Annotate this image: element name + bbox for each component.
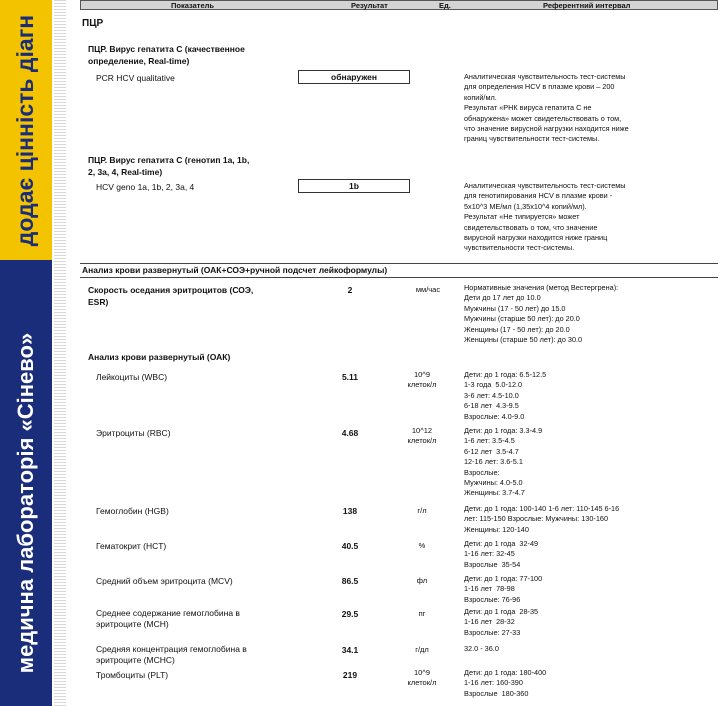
- table-row-reference: Дети: до 1 года 28-35 1-16 лет 28-32 Взрослые: 27-33: [464, 607, 539, 637]
- pcr-test1-title-line2: определение, Real-time): [88, 56, 190, 66]
- table-header: [80, 0, 718, 10]
- table-row-value: 29.5: [341, 609, 359, 619]
- table-row-name: Гематокрит (HCT): [96, 541, 167, 551]
- table-row-value: 138: [342, 506, 358, 516]
- table-row-unit: %: [418, 541, 426, 550]
- table-row-reference: Дети: до 1 года 32-49 1-16 лет: 32-45 Взрослые 35-54: [464, 539, 539, 569]
- table-row-reference: Дети: до 1 года: 77-100 1-16 лет 78-98 Взрослые: 76-96: [464, 574, 543, 604]
- brand-sidebar: [0, 0, 52, 706]
- section-divider: [80, 277, 718, 278]
- table-row-name: Гемоглобин (HGB): [96, 506, 169, 516]
- table-row-name: Средняя концентрация гемоглобина в эритроците (MCHC): [96, 644, 247, 665]
- table-row-value: 86.5: [341, 576, 359, 586]
- esr-value: 2: [347, 285, 353, 295]
- pcr-test1-reference: Аналитическая чувствительность тест-системы для определения HCV в плазме крови – 200 копий/мл. Результат «РНК вируса гепатита С не обнаружена» может свидетельствовать о том, что значение вирусной нагрузки находится ниже границ чувствительности тест-системы.: [464, 72, 629, 144]
- brand-slogan: додає цінність діагн: [12, 14, 39, 246]
- table-row-value: 4.68: [341, 428, 359, 438]
- pcr-test2-title-line2: 2, 3а, 4, Real-time): [88, 167, 163, 177]
- lab-report: [80, 0, 718, 706]
- table-row-unit: пг: [418, 609, 426, 618]
- table-row-value: 34.1: [341, 645, 359, 655]
- table-row-name: Тромбоциты (PLT): [96, 670, 169, 680]
- table-row-unit: г/дл: [415, 645, 429, 654]
- brand-name: медична лабораторія «Сінево»: [13, 332, 39, 674]
- table-row-name: Лейкоциты (WBC): [96, 372, 168, 382]
- esr-reference: Нормативные значения (метод Вестергрена): Дети до 17 лет до 10.0 Мужчины (17 - 50 лет) до 15.0 Мужчины (старше 50 лет): до 20.0 Женщины (17 - 50 лет): до 20.0 Женщины (старше 50 лет): до 30.0: [464, 283, 619, 345]
- pcr-test1-item: PCR HCV qualitative: [96, 73, 175, 83]
- section-divider: [80, 263, 718, 264]
- esr-title-line1: Скорость оседания эритроцитов (СОЭ,: [88, 285, 254, 295]
- pcr-test1-title-line1: ПЦР. Вирус гепатита С (качественное: [88, 44, 245, 54]
- table-row-value: 40.5: [341, 541, 359, 551]
- table-row-unit: фл: [416, 576, 428, 585]
- table-row-name: Среднее содержание гемоглобина в эритроците (MCH): [96, 608, 240, 629]
- pcr-section-title: ПЦР: [82, 18, 104, 29]
- esr-title-line2: ESR): [88, 297, 109, 307]
- pcr-test2-result: 1b: [298, 179, 410, 193]
- cbc-subsection-title: Анализ крови развернутый (ОАК): [88, 352, 231, 362]
- table-row-reference: Дети: до 1 года: 100-140 1-6 лет: 110-145 6-16 лет: 115-150 Взрослые: Мужчины: 130-160 Женщины: 120-140: [464, 504, 620, 534]
- esr-unit: мм/час: [415, 285, 441, 294]
- microtext-stripe: [54, 0, 66, 706]
- table-row-unit: 10^12 клеток/л: [407, 426, 437, 445]
- table-row-value: 5.11: [341, 372, 359, 382]
- table-row-unit: 10^9 клеток/л: [407, 370, 437, 389]
- cbc-section-title: Анализ крови развернутый (ОАК+СОЭ+ручной подсчет лейкоформулы): [82, 265, 388, 275]
- header-unit: Ед.: [439, 1, 451, 10]
- table-row-unit: 10^9 клеток/л: [407, 668, 437, 687]
- table-row-unit: г/л: [417, 506, 427, 515]
- pcr-test2-reference: Аналитическая чувствительность тест-системы для генотипирования HCV в плазме крови - 5х10^3 МЕ/мл (1,35х10^4 копий/мл). Результат «Не типируется» может свидетельствовать о том, что значение вирусной нагрузки находится ниже границ чувствительности тест-системы.: [464, 181, 626, 253]
- table-row-value: 219: [342, 670, 358, 680]
- table-row-reference: Дети: до 1 года: 6.5-12.5 1-3 года 5.0-12.0 3-6 лет: 4.5-10.0 6-18 лет 4.3-9.5 Взрослые: 4.0-9.0: [464, 370, 547, 421]
- table-row-reference: 32.0 - 36.0: [464, 644, 499, 653]
- header-reference: Референтний интервал: [543, 1, 631, 10]
- pcr-test2-item: HCV geno 1a, 1b, 2, 3a, 4: [96, 182, 195, 192]
- table-row-name: Средний объем эритроцита (MCV): [96, 576, 233, 586]
- table-row-reference: Дети: до 1 года: 3.3-4.9 1-6 лет: 3.5-4.5 6-12 лет 3.5-4.7 12-16 лет: 3.6-5.1 Взрослые: Мужчины: 4.0-5.0 Женщины: 3.7-4.7: [464, 426, 543, 498]
- table-row-name: Эритроциты (RBC): [96, 428, 171, 438]
- table-row-reference: Дети: до 1 года: 180-400 1-16 лет: 160-390 Взрослые 180-360: [464, 668, 547, 698]
- header-result: Результат: [351, 1, 388, 10]
- pcr-test2-title-line1: ПЦР. Вирус гепатита С (генотип 1а, 1b,: [88, 155, 250, 165]
- header-indicator: Показатель: [171, 1, 215, 10]
- pcr-test1-result: обнаружен: [298, 70, 410, 84]
